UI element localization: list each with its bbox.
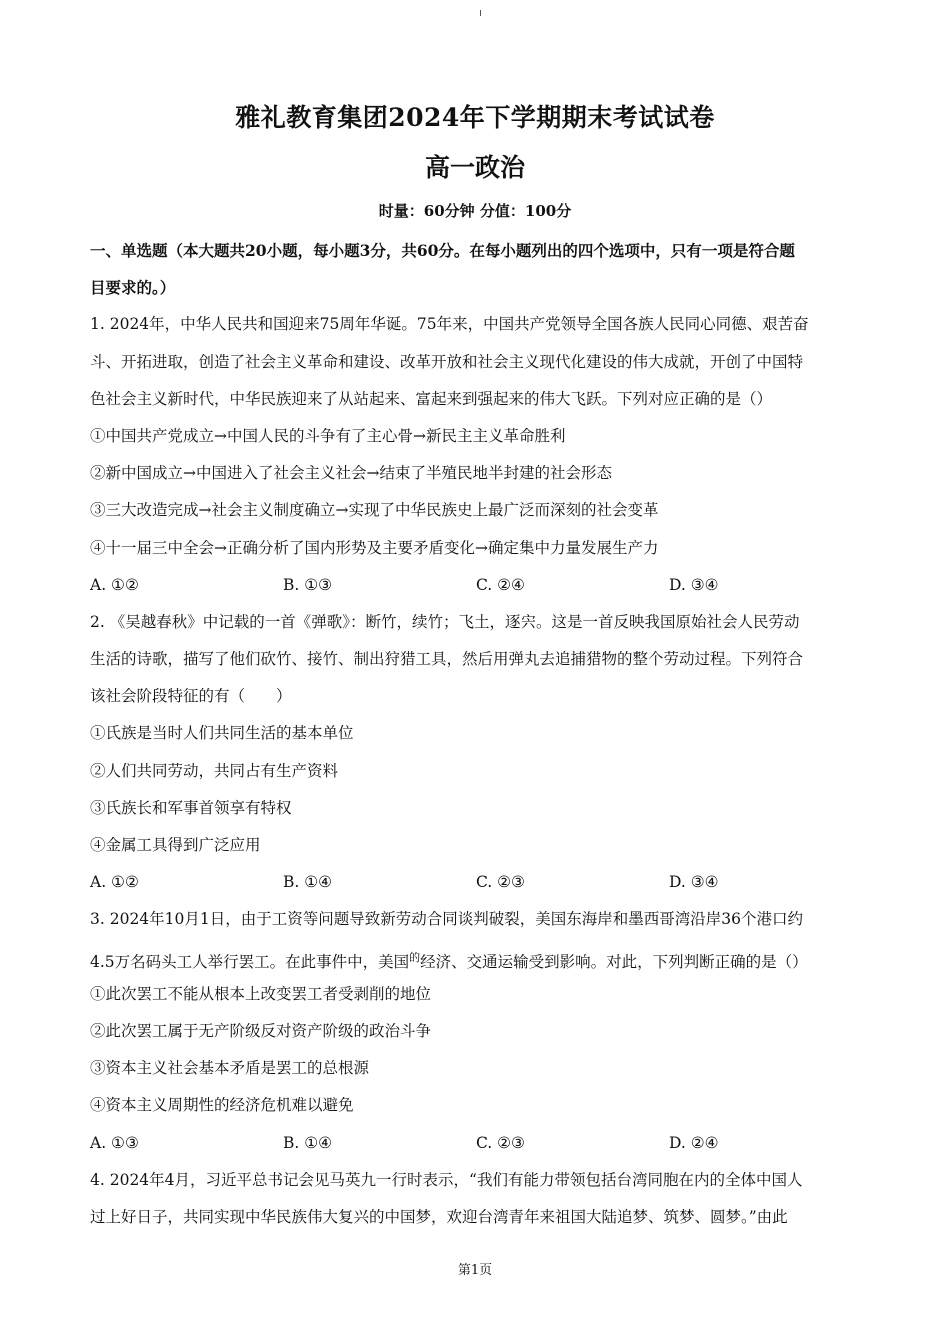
option-a: A. ①③ bbox=[90, 1133, 139, 1152]
statement-item: ①氏族是当时人们共同生活的基本单位 bbox=[90, 724, 354, 743]
statement-item: ③氏族长和军事首领享有特权 bbox=[90, 798, 292, 817]
question-stem-line: 3. 2024年10月1日，由于工资等问题导致新劳动合同谈判破裂，美国东海岸和墨西哥湾沿岸36个港口约 bbox=[90, 910, 803, 929]
question-1 bbox=[90, 306, 862, 604]
option-d: D. ③④ bbox=[669, 873, 719, 892]
answer-options bbox=[90, 1125, 862, 1162]
question-stem-line: 1. 2024年，中华人民共和国迎来75周年华诞。75年来，中国共产党领导全国各族人民同心同德、艰苦奋 bbox=[90, 315, 809, 334]
option-d: D. ②④ bbox=[669, 1133, 719, 1152]
option-a: A. ①② bbox=[90, 873, 139, 892]
statement-item: ②人们共同劳动，共同占有生产资料 bbox=[90, 761, 339, 780]
statement-item: ①此次罢工不能从根本上改变罢工者受剥削的地位 bbox=[90, 984, 432, 1003]
question-stem-line: 4. 2024年4月，习近平总书记会见马英九一行时表示，“我们有能力带领包括台湾同胞在内的全体中国人 bbox=[90, 1170, 803, 1189]
answer-options bbox=[90, 864, 862, 901]
exam-title: 雅礼教育集团2024年下学期期末考试试卷 bbox=[235, 103, 715, 132]
stem-text: 4.5万名码头工人举行罢工。在此事件中，美国 bbox=[90, 952, 410, 971]
exam-subject: 高一政治 bbox=[424, 153, 525, 182]
question-stem-line: 色社会主义新时代，中华民族迎来了从站起来、富起来到强起来的伟大飞跃。下列对应正确的是（） bbox=[90, 389, 773, 408]
question-stem-line: 过上好日子，共同实现中华民族伟大复兴的中国梦，欢迎台湾青年来祖国大陆追梦、筑梦、圆梦。”由此 bbox=[90, 1207, 788, 1226]
question-stem-line bbox=[90, 939, 862, 976]
option-c: C. ②④ bbox=[476, 575, 525, 594]
question-stem-line: 斗、开拓进取，创造了社会主义革命和建设、改革开放和社会主义现代化建设的伟大成就，开创了中国特 bbox=[90, 352, 804, 371]
option-a: A. ①② bbox=[90, 575, 139, 594]
question-stem-line: 生活的诗歌，描写了他们砍竹、接竹、制出狩猎工具，然后用弹丸去追捕猎物的整个劳动过程。下列符合 bbox=[90, 650, 804, 669]
section-heading: 一、单选题（本大题共20小题，每小题3分，共60分。在每小题列出的四个选项中，只有一项是符合题 bbox=[90, 241, 795, 260]
stem-text: 经济、交通运输受到影响。对此，下列判断正确的是（） bbox=[420, 952, 808, 971]
option-c: C. ②③ bbox=[476, 1133, 525, 1152]
statement-item: ④十一届三中全会→正确分析了国内形势及主要矛盾变化→确定集中力量发展生产力 bbox=[90, 538, 659, 557]
option-b: B. ①④ bbox=[283, 1133, 333, 1152]
question-stem-line: 该社会阶段特征的有（ ） bbox=[90, 687, 292, 706]
question-stem-line: 2. 《吴越春秋》中记载的一首《弹歌》：断竹，续竹；飞土，逐宍。这是一首反映我国原始社会人民劳动 bbox=[90, 612, 800, 631]
question-3 bbox=[90, 901, 862, 1161]
page-top-mark bbox=[480, 10, 481, 16]
statement-item: ④金属工具得到广泛应用 bbox=[90, 836, 261, 854]
statement-item: ①中国共产党成立→中国人民的斗争有了主心骨→新民主主义革命胜利 bbox=[90, 426, 566, 445]
exam-time-score: 时量：60分钟 分值：100分 bbox=[378, 202, 572, 220]
option-d: D. ③④ bbox=[669, 575, 719, 594]
exam-content bbox=[90, 232, 862, 1236]
statement-item: ④资本主义周期性的经济危机难以避免 bbox=[90, 1096, 354, 1115]
answer-options bbox=[90, 567, 862, 604]
option-c: C. ②③ bbox=[476, 873, 525, 892]
stem-raised-char: 的 bbox=[409, 950, 421, 964]
statement-item: ③资本主义社会基本矛盾是罢工的总根源 bbox=[90, 1059, 370, 1078]
section-heading-cont: 目要求的。） bbox=[90, 278, 176, 298]
page-number: 第1页 bbox=[457, 1263, 493, 1278]
option-b: B. ①③ bbox=[283, 575, 333, 594]
statement-item: ②新中国成立→中国进入了社会主义社会→结束了半殖民地半封建的社会形态 bbox=[90, 464, 612, 483]
option-b: B. ①④ bbox=[283, 873, 333, 892]
question-2 bbox=[90, 604, 862, 902]
statement-item: ②此次罢工属于无产阶级反对资产阶级的政治斗争 bbox=[90, 1021, 432, 1040]
question-4 bbox=[90, 1162, 862, 1236]
statement-item: ③三大改造完成→社会主义制度确立→实现了中华民族史上最广泛而深刻的社会变革 bbox=[90, 501, 659, 520]
